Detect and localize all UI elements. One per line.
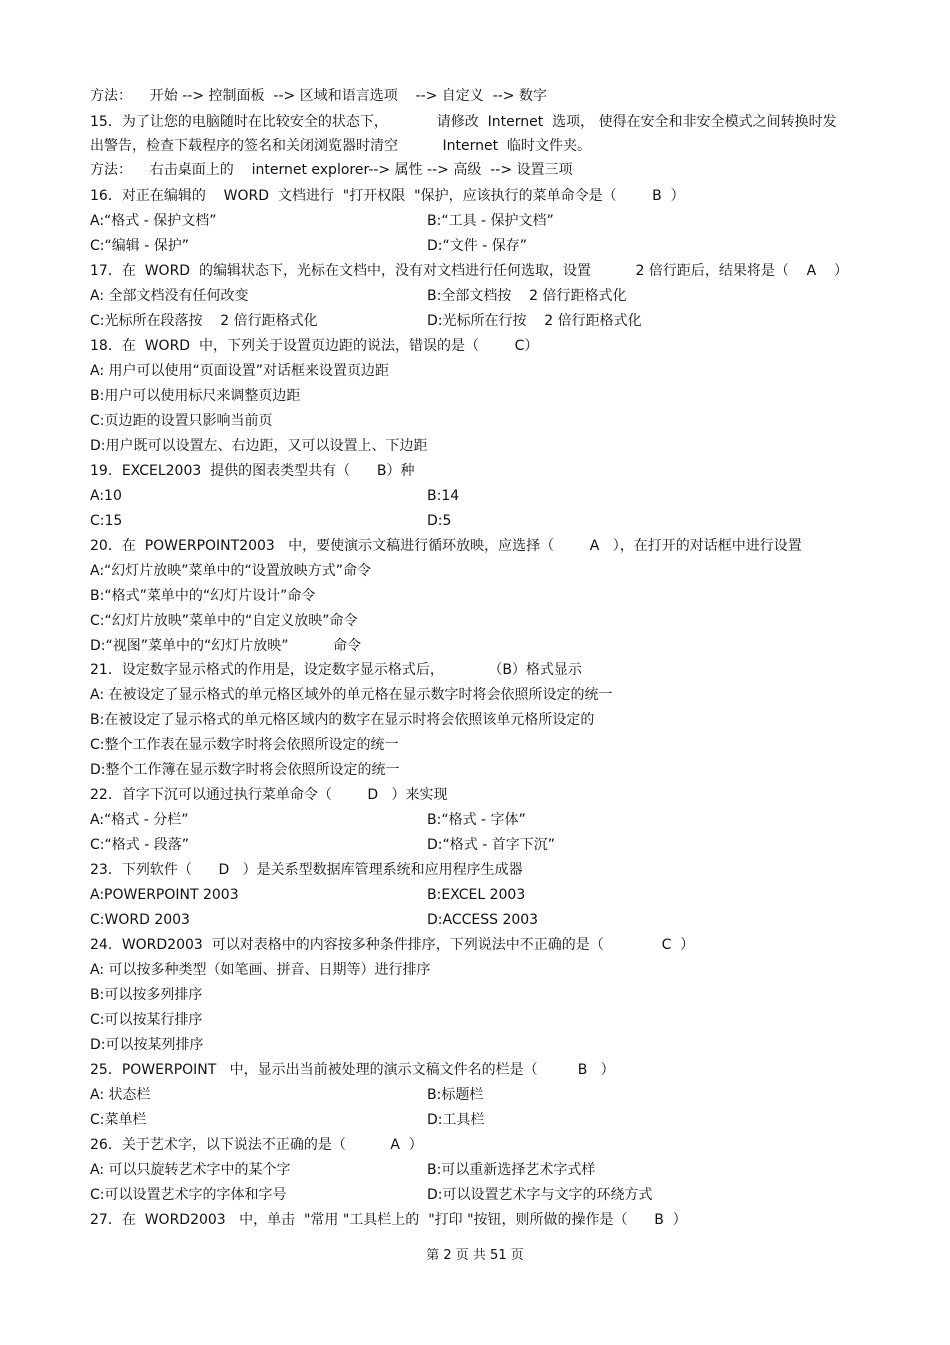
text-line: D:用户既可以设置左、右边距，又可以设置上、下边距	[90, 438, 428, 454]
text-line: C:15	[90, 513, 123, 529]
text-line: A:POWERPOINT 2003	[90, 887, 239, 903]
text-line: A: 可以只旋转艺术字中的某个字	[90, 1162, 291, 1178]
text-line: A:“格式 - 分栏”	[90, 812, 189, 828]
text-line: 20．在 POWERPOINT2003 中，要使演示文稿进行循环放映，应选择（ A ），在打开的对话框中进行设置	[90, 538, 802, 554]
text-line: C:可以按某行排序	[90, 1012, 203, 1028]
text-line: B:用户可以使用标尺来调整页边距	[90, 388, 301, 404]
text-line: C:光标所在段落按 2 倍行距格式化	[90, 313, 318, 329]
text-line: 出警告，检查下载程序的签名和关闭浏览器时清空 Internet 临时文件夹。	[90, 138, 591, 154]
text-line: A:“幻灯片放映”菜单中的“设置放映方式”命令	[90, 563, 372, 579]
text-line: A: 可以按多种类型（如笔画、拼音、日期等）进行排序	[90, 962, 431, 978]
text-line: C:“格式 - 段落”	[90, 837, 189, 853]
text-line: C:整个工作表在显示数字时将会依照所设定的统一	[90, 737, 399, 753]
text-line: A:10	[90, 488, 122, 504]
text-line: A: 全部文档没有任何改变	[90, 288, 249, 304]
option-text: B:14	[427, 488, 460, 504]
text-line: A: 状态栏	[90, 1087, 151, 1103]
option-text: D:ACCESS 2003	[427, 912, 539, 928]
text-line: A: 用户可以使用“页面设置”对话框来设置页边距	[90, 363, 390, 379]
text-line: D:可以按某列排序	[90, 1037, 204, 1053]
option-text: B:EXCEL 2003	[427, 887, 526, 903]
option-text: D:“格式 - 首字下沉”	[427, 837, 555, 853]
page-footer: 第 2 页 共 51 页	[426, 1248, 524, 1263]
text-line: C:页边距的设置只影响当前页	[90, 413, 273, 429]
text-line: C:WORD 2003	[90, 912, 190, 928]
text-line: 19．EXCEL2003 提供的图表类型共有（ B）种	[90, 463, 415, 479]
text-line: 17．在 WORD 的编辑状态下，光标在文档中，没有对文档进行任何选取，设置 2 倍行距后，结果将是（ A ）	[90, 263, 849, 279]
option-text: B:可以重新选择艺术字式样	[427, 1162, 596, 1178]
text-line: 26．关于艺术字，以下说法不正确的是（ A ）	[90, 1137, 423, 1153]
text-line: B:“格式”菜单中的“幻灯片设计”命令	[90, 588, 316, 604]
text-line: C:菜单栏	[90, 1112, 147, 1128]
text-line: A: 在被设定了显示格式的单元格区域外的单元格在显示数字时将会依照所设定的统一	[90, 687, 613, 703]
text-line: 24．WORD2003 可以对表格中的内容按多种条件排序，下列说法中不正确的是（ C ）	[90, 937, 695, 953]
option-text: D:工具栏	[427, 1112, 485, 1128]
text-line: 15．为了让您的电脑随时在比较安全的状态下， 请修改 Internet 选项， 使得在安全和非安全模式之间转换时发	[90, 114, 837, 130]
text-line: D:“视图”菜单中的“幻灯片放映” 命令	[90, 638, 362, 654]
option-text: B:标题栏	[427, 1087, 484, 1103]
text-line: 方法： 右击桌面上的 internet explorer--> 属性 --> 高级 --> 设置三项	[90, 162, 573, 178]
option-text: D:光标所在行按 2 倍行距格式化	[427, 313, 642, 329]
option-text: B:全部文档按 2 倍行距格式化	[427, 288, 627, 304]
text-line: 23．下列软件（ D ）是关系型数据库管理系统和应用程序生成器	[90, 862, 523, 878]
text-line: 25．POWERPOINT 中，显示出当前被处理的演示文稿文件名的栏是（ B ）	[90, 1062, 615, 1078]
text-line: C:“编辑 - 保护”	[90, 238, 189, 254]
text-line: B:在被设定了显示格式的单元格区域内的数字在显示时将会依照该单元格所设定的	[90, 712, 595, 728]
text-line: C:可以设置艺术字的字体和字号	[90, 1187, 287, 1203]
text-line: 方法： 开始 --> 控制面板 --> 区域和语言选项 --> 自定义 --> 数字	[90, 88, 547, 104]
option-text: B:“格式 - 字体”	[427, 812, 526, 828]
text-line: 16．对正在编辑的 WORD 文档进行 "打开权限 "保护，应该执行的菜单命令是（ B ）	[90, 188, 685, 204]
option-text: D:可以设置艺术字与文字的环绕方式	[427, 1187, 653, 1203]
option-text: D:“文件 - 保存”	[427, 238, 527, 254]
text-line: 22．首字下沉可以通过执行菜单命令（ D ）来实现	[90, 787, 448, 803]
text-line: A:“格式 - 保护文档”	[90, 213, 217, 229]
option-text: D:5	[427, 513, 452, 529]
option-text: B:“工具 - 保护文档”	[427, 213, 554, 229]
text-line: B:可以按多列排序	[90, 987, 203, 1003]
text-line: C:“幻灯片放映”菜单中的“自定义放映”命令	[90, 613, 358, 629]
text-line: D:整个工作簿在显示数字时将会依照所设定的统一	[90, 762, 400, 778]
text-line: 27．在 WORD2003 中，单击 "常用 "工具栏上的 "打印 "按钮，则所做的操作是（ B ）	[90, 1212, 687, 1228]
text-line: 21．设定数字显示格式的作用是，设定数字显示格式后， （B）格式显示	[90, 662, 582, 678]
text-line: 18．在 WORD 中，下列关于设置页边距的说法，错误的是（ C）	[90, 338, 539, 354]
